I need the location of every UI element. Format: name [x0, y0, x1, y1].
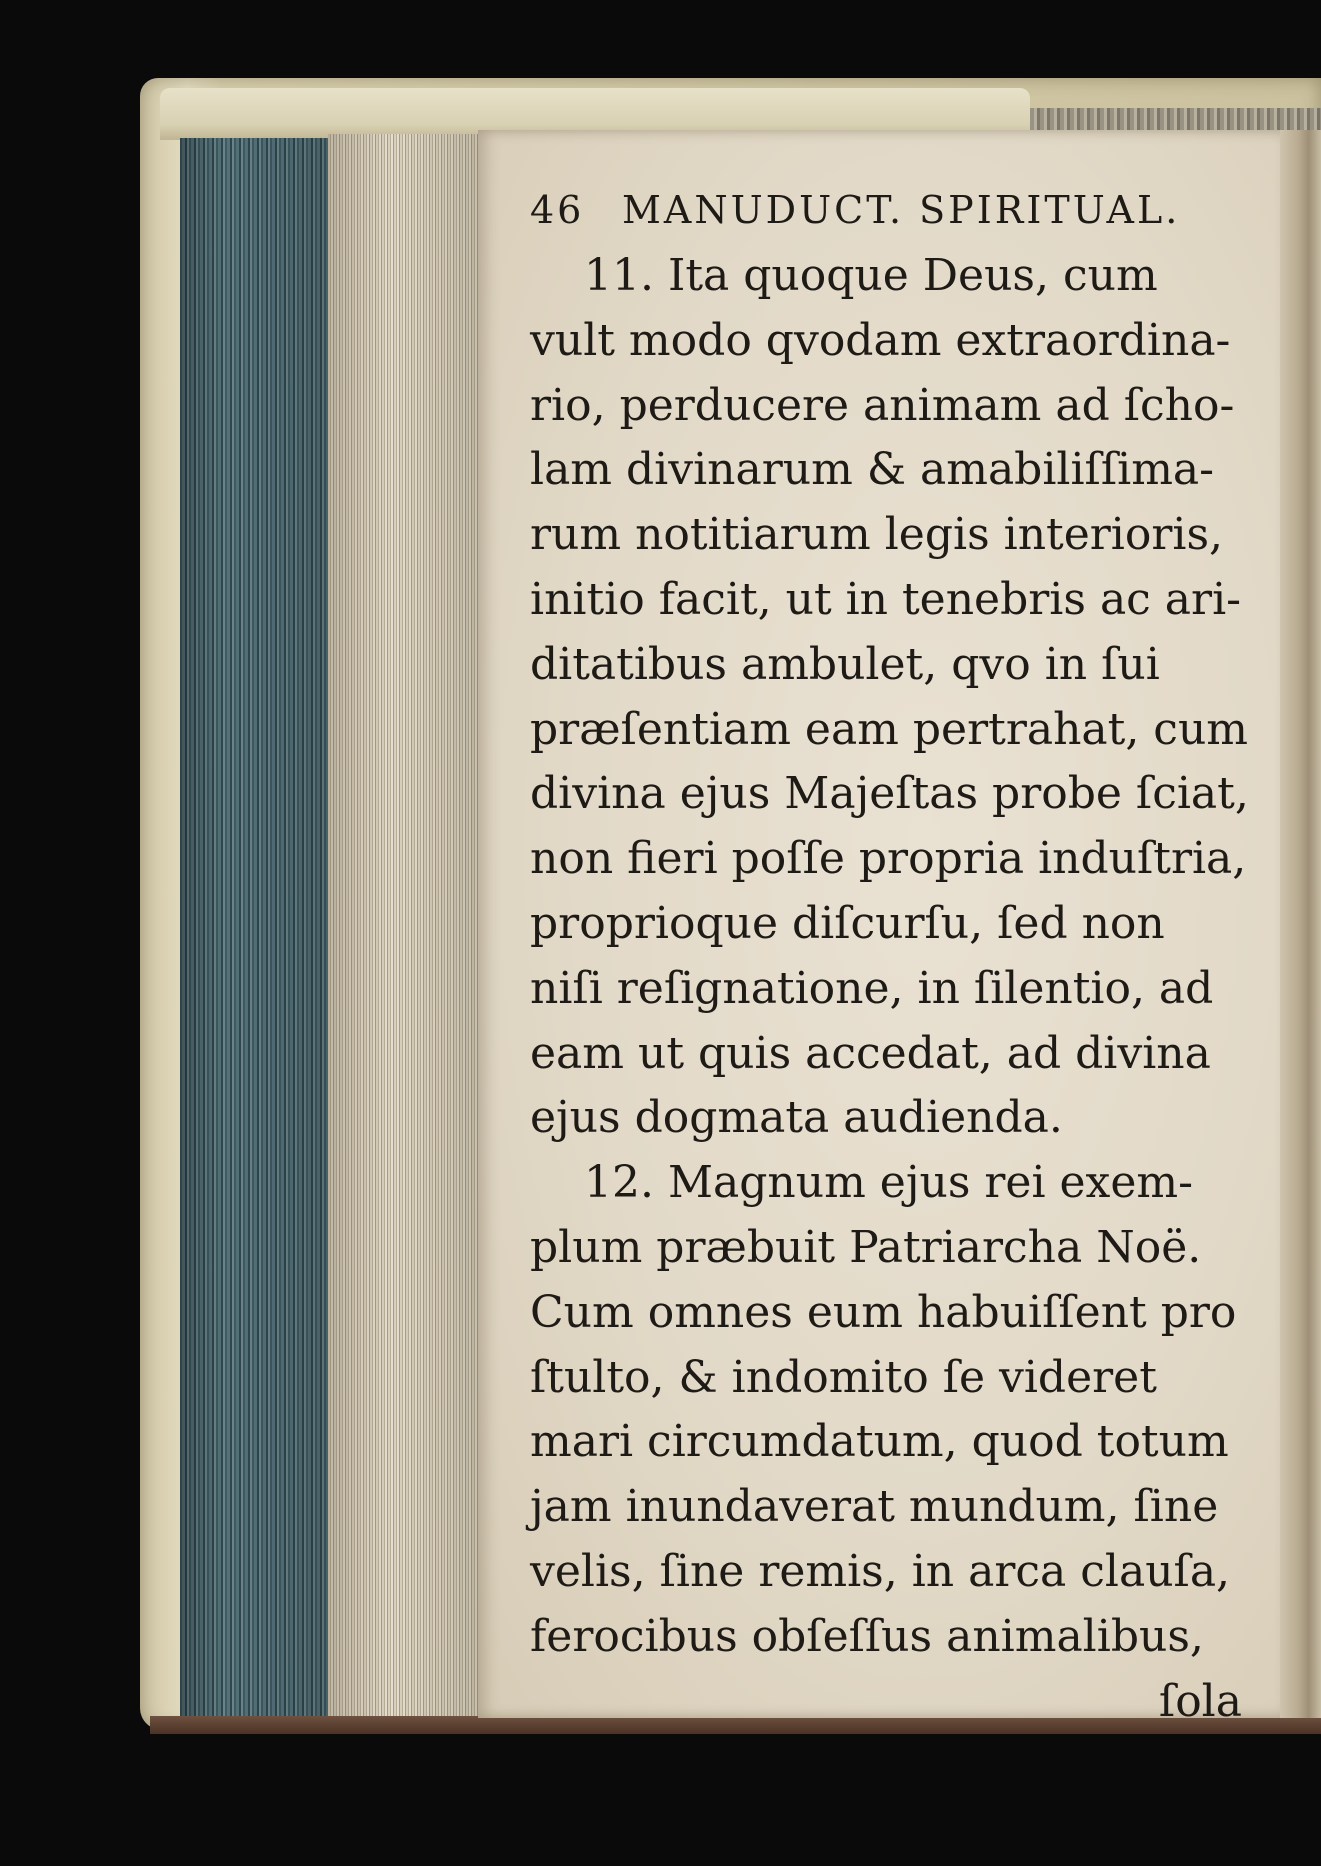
- text-line: niſi reſignatione, in ſilentio, ad: [530, 962, 1214, 1014]
- text-line: rio, perducere animam ad ſcho-: [530, 379, 1235, 431]
- catchword: ſola: [1158, 1675, 1242, 1727]
- text-line: velis, ſine remis, in arca clauſa,: [530, 1545, 1231, 1597]
- text-line: non fieri poſſe propria induſtria,: [530, 833, 1247, 885]
- text-line: 12. Magnum ejus rei exem-: [584, 1157, 1193, 1209]
- text-line: 11. Ita quoque Deus, cum: [584, 250, 1158, 301]
- page-gutter: [1280, 130, 1321, 1718]
- text-line: præſentiam eam pertrahat, cum: [530, 703, 1249, 755]
- text-line: ejus dogmata audienda.: [530, 1092, 1063, 1144]
- text-line: rum notitiarum legis interioris,: [530, 509, 1224, 561]
- text-line: divina ejus Majeſtas probe ſciat,: [530, 768, 1249, 820]
- text-line: jam inundaverat mundum, ſine: [530, 1481, 1219, 1533]
- text-line: lam divinarum & amabiliſſima-: [530, 444, 1215, 496]
- text-line: proprioque diſcurſu, ſed non: [530, 897, 1165, 949]
- text-line: ſtulto, & indomito ſe videret: [530, 1351, 1157, 1403]
- text-line: eam ut quis accedat, ad divina: [530, 1027, 1211, 1079]
- text-line: ferocibus obſeſſus animalibus,: [530, 1610, 1204, 1662]
- stacked-page-edges-shade: [328, 134, 488, 1724]
- page-text-block: [530, 188, 1250, 1734]
- colored-page-edges-shade: [180, 138, 330, 1718]
- text-line: initio facit, ut in tenebris ac ari-: [530, 573, 1242, 625]
- text-line: vult modo qvodam extraordina-: [530, 314, 1231, 366]
- running-title: MANUDUCT. SPIRITUAL.: [622, 188, 1181, 232]
- text-line: Cum omnes eum habuiſſent pro: [530, 1286, 1237, 1338]
- text-line: plum præbuit Patriarcha Noë.: [530, 1221, 1202, 1273]
- text-line: mari circumdatum, quod totum: [530, 1416, 1229, 1468]
- running-header: [530, 188, 1250, 244]
- text-line: ditatibus ambulet, qvo in ſui: [530, 638, 1160, 690]
- page-number: 46: [530, 188, 585, 232]
